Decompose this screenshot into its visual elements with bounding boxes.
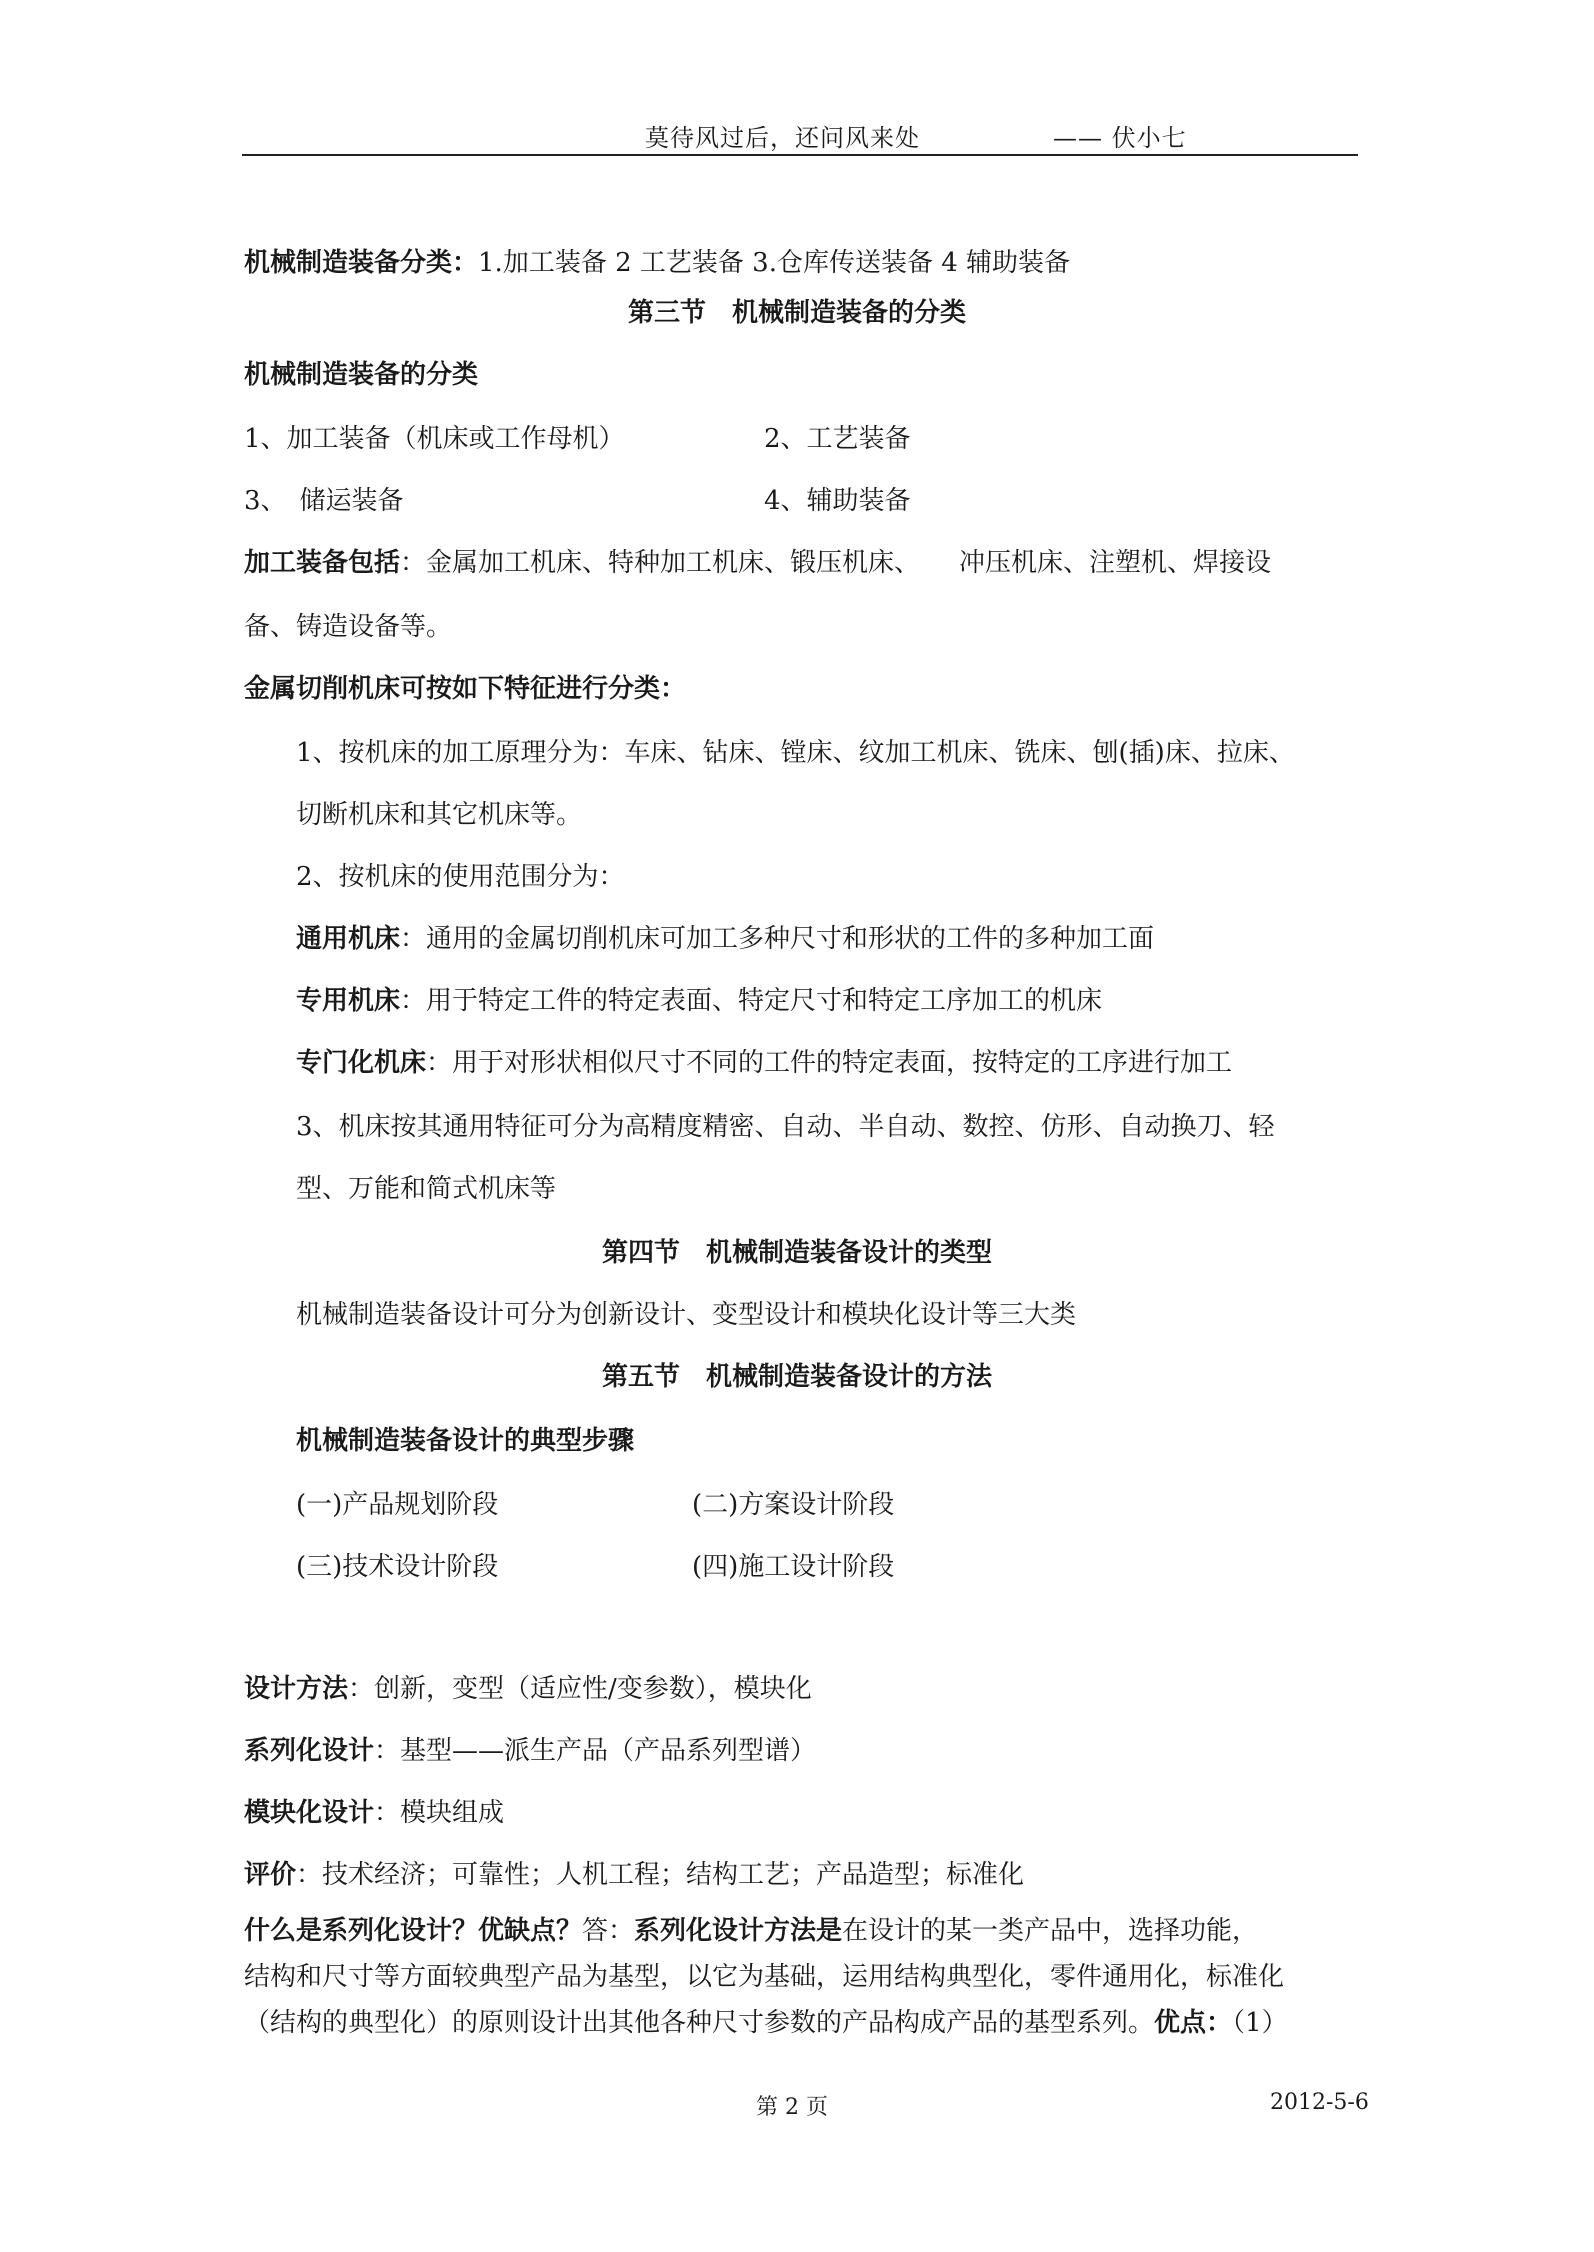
- advantages-label: 优点：: [1154, 2008, 1233, 2038]
- text: ：基型——派生产品（产品系列型谱）: [374, 1736, 817, 1766]
- special-machine-def: [296, 984, 1102, 1018]
- modular-design: [244, 1796, 504, 1830]
- category-item-3: 3、 储运装备: [244, 486, 404, 516]
- header-author: —— 伏小七: [1053, 124, 1187, 152]
- header-quote: 莫待风过后，还问风来处: [645, 124, 920, 152]
- category-item-2: 2、工艺装备: [764, 424, 911, 454]
- design-step-1: (一)产品规划阶段: [296, 1490, 499, 1520]
- question-line-1: [244, 1914, 1258, 1948]
- paragraph-processing-equipment: [244, 546, 1271, 580]
- paragraph-processing-equipment-cont: 备、铸造设备等。: [244, 612, 453, 642]
- category-item-1: 1、加工装备（机床或工作母机）: [244, 424, 625, 454]
- label: 模块化设计: [244, 1798, 375, 1828]
- metal-item-1: 1、按机床的加工原理分为：车床、钻床、镗床、纹加工机床、铣床、刨(插)床、拉床、: [296, 738, 1295, 768]
- text: ：通用的金属切削机床可加工多种尺寸和形状的工件的多种加工面: [400, 924, 1155, 954]
- text: （1）: [1232, 2008, 1288, 2038]
- footer-date: 2012-5-6: [1270, 2090, 1369, 2115]
- text: ：创新，变型（适应性/变参数），模块化: [348, 1674, 812, 1704]
- general-machine-def: [296, 922, 1154, 956]
- label: 专门化机床: [296, 1048, 427, 1078]
- metal-item-3-cont: 型、万能和简式机床等: [296, 1174, 557, 1204]
- label: 专用机床: [296, 986, 401, 1016]
- evaluation: [244, 1858, 1024, 1892]
- metal-item-1-cont: 切断机床和其它机床等。: [296, 800, 583, 830]
- text: ：用于对形状相似尺寸不同的工件的特定表面，按特定的工序进行加工: [426, 1048, 1233, 1078]
- category-item-4: 4、辅助装备: [764, 486, 911, 516]
- design-step-3: (三)技术设计阶段: [296, 1552, 499, 1582]
- label: 设计方法: [244, 1674, 349, 1704]
- section-5-subtitle: 机械制造装备设计的典型步骤: [296, 1426, 635, 1456]
- question-bold: 什么是系列化设计？优缺点？: [244, 1916, 583, 1946]
- design-step-4: (四)施工设计阶段: [692, 1552, 895, 1582]
- section-4-title: 第四节 机械制造装备设计的类型: [601, 1238, 992, 1268]
- label: 通用机床: [296, 924, 401, 954]
- paragraph-equipment-categories: [244, 246, 1070, 280]
- header-divider: [242, 154, 1358, 156]
- design-step-2: (二)方案设计阶段: [692, 1490, 895, 1520]
- label: 系列化设计: [244, 1736, 375, 1766]
- text: ：技术经济；可靠性；人机工程；结构工艺；产品造型；标准化: [296, 1860, 1025, 1890]
- metal-cutting-title: 金属切削机床可按如下特征进行分类：: [244, 674, 687, 704]
- design-methods: [244, 1672, 812, 1706]
- section-3-subtitle: 机械制造装备的分类: [244, 360, 479, 390]
- text: ：用于特定工件的特定表面、特定尺寸和特定工序加工的机床: [400, 986, 1103, 1016]
- serialized-design: [244, 1734, 816, 1768]
- answer-bold: 系列化设计方法是: [634, 1916, 843, 1946]
- answer-prefix: 答：: [582, 1916, 635, 1946]
- page-number: 第 2 页: [756, 2095, 828, 2120]
- text: ：模块组成: [374, 1798, 505, 1828]
- metal-item-3: 3、机床按其通用特征可分为高精度精密、自动、半自动、数控、仿形、自动换刀、轻: [296, 1112, 1275, 1142]
- label: 机械制造装备分类：: [244, 248, 479, 278]
- text: ：金属加工机床、特种加工机床、锻压机床、 冲压机床、注塑机、焊接设: [400, 548, 1272, 578]
- question-line-2: 结构和尺寸等方面较典型产品为基型，以它为基础，运用结构典型化，零件通用化，标准化: [244, 1962, 1285, 1992]
- label: 评价: [244, 1860, 297, 1890]
- question-line-3: [244, 2006, 1288, 2040]
- answer-text: 在设计的某一类产品中，选择功能，: [842, 1916, 1259, 1946]
- metal-item-2: 2、按机床的使用范围分为：: [296, 862, 625, 892]
- section-3-title: 第三节 机械制造装备的分类: [627, 298, 966, 328]
- specialized-machine-def: [296, 1046, 1232, 1080]
- section-4-text: 机械制造装备设计可分为创新设计、变型设计和模块化设计等三大类: [296, 1300, 1077, 1330]
- text: 1.加工装备 2 工艺装备 3.仓库传送装备 4 辅助装备: [478, 248, 1071, 278]
- text: （结构的典型化）的原则设计出其他各种尺寸参数的产品构成产品的基型系列。: [244, 2008, 1155, 2038]
- label: 加工装备包括: [244, 548, 401, 578]
- section-5-title: 第五节 机械制造装备设计的方法: [601, 1362, 992, 1392]
